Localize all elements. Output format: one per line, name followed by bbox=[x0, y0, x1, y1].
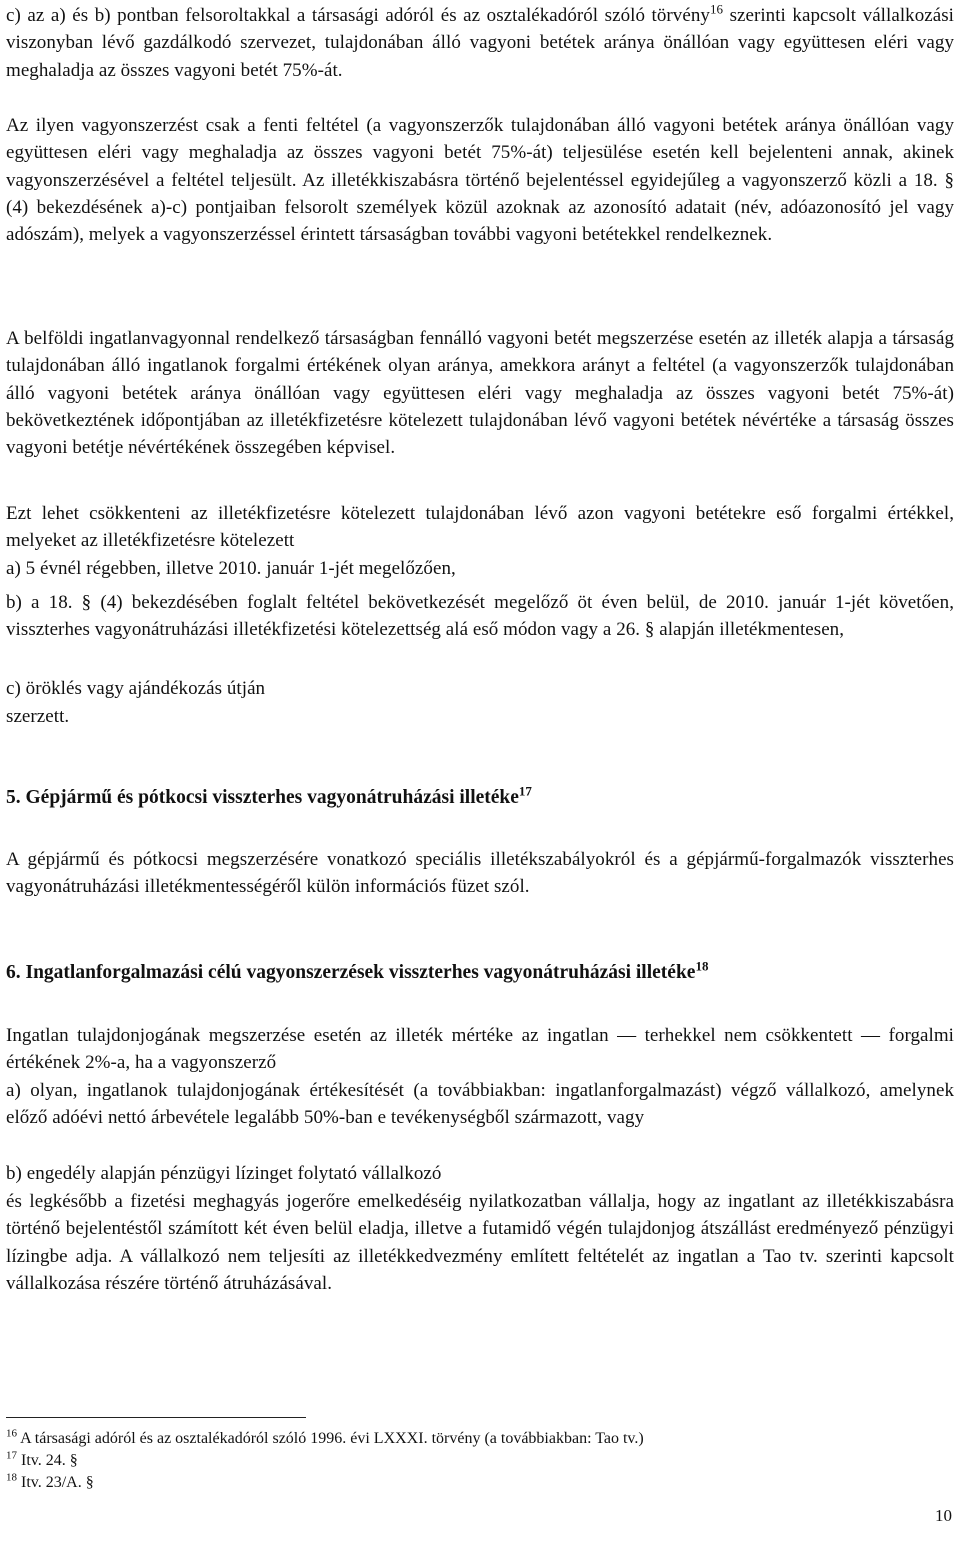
list-item-a: a) 5 évnél régebben, illetve 2010. január 1-jét megelőzően, bbox=[6, 558, 456, 579]
text-span: szerinti kapcsolt vállalkozási viszonyban lévő gazdálkodó szervezet, tulajdonában álló vagyoni betétek aránya önállóan vagy együttesen eléri vagy meghaladja az összes vagyoni betét 75%-át. bbox=[6, 5, 954, 81]
paragraph-tax-base: A belföldi ingatlanvagyonnal rendelkező társaságban fennálló vagyoni betét megszerzése esetén az illeték alapja a társaság tulajdonában álló ingatlanok forgalmi értékének olyan aránya, amekkora arányt a feltétel (a vagyonszerzők tulajdonában álló vagyoni betétek aránya önállóan vagy együttesen eléri vagy meghaladja az összes vagyoni betét 75%-át) bekövetkeztének időpontjában az illetékfizetésre kötelezett tulajdonában lévő vagyoni betétek névértéke a társaság összes vagyoni betétje névértékének összegében képvisel. bbox=[6, 328, 954, 459]
paragraph-reduction: Ezt lehet csökkenteni az illetékfizetésre kötelezett tulajdonában lévő azon vagyoni betétekre eső forgalmi értékkel, melyeket az illetékfizetésre kötelezett bbox=[6, 503, 954, 552]
section-6-item-b: b) engedély alapján pénzügyi lízinget folytató vállalkozó bbox=[6, 1163, 442, 1184]
paragraph-acquired: szerzett. bbox=[6, 706, 70, 727]
heading-text: 5. Gépjármű és pótkocsi visszterhes vagyonátruházási illetéke bbox=[6, 787, 519, 808]
list-item-b: b) a 18. § (4) bekezdésében foglalt feltétel bekövetkezését megelőző öt éven belül, de 2010. január 1-jét követően, visszterhes vagyonátruházási illetékfizetési kötelezettség alá eső módon vagy a 26. § alapján illetékmentesen, bbox=[6, 592, 954, 641]
footnote-17 bbox=[6, 1450, 946, 1472]
heading-text: 6. Ingatlanforgalmazási célú vagyonszerzések visszterhes vagyonátruházási illetéke bbox=[6, 962, 696, 983]
footnote-number: 16 bbox=[6, 1427, 17, 1440]
section-6-intro: Ingatlan tulajdonjogának megszerzése esetén az illeték mértéke az ingatlan — terhekkel nem csökkentett — forgalmi értékének 2%-a, ha a vagyonszerző bbox=[6, 1025, 954, 1074]
section-5-heading bbox=[6, 783, 954, 809]
footnote-number: 18 bbox=[6, 1471, 17, 1484]
footnote-text: A társasági adóról és az osztalékadóról szóló 1996. évi LXXXI. törvény (a továbbiakban: Tao tv.) bbox=[20, 1430, 644, 1447]
paragraph-notification: Az ilyen vagyonszerzést csak a fenti feltétel (a vagyonszerzők tulajdonában álló vagyoni betétek aránya önállóan vagy együttesen eléri vagy meghaladja az összes vagyoni betét 75%-át) teljesülése esetén kell bejelenteni annak, akinek vagyonszerzésével a feltétel teljesült. Az illetékkiszabásra történő bejelentéssel egyidejűleg a vagyonszerző közli a 18. § (4) bekezdésének a)-c) pontjaiban felsorolt személyek közül azoknak az azonosító adatait (név, adóazonosító jel vagy adószám), melyek a vagyonszerzéssel érintett társaságban további vagyoni betétekkel rendelkeznek. bbox=[6, 115, 954, 246]
footnote-ref-18: 18 bbox=[695, 958, 709, 974]
footnote-ref-17: 17 bbox=[518, 783, 532, 799]
footnote-16 bbox=[6, 1428, 946, 1450]
paragraph-c-point bbox=[6, 2, 954, 84]
footnote-separator bbox=[6, 1417, 306, 1418]
footnote-ref-16: 16 bbox=[709, 1, 724, 17]
section-6-item-a: a) olyan, ingatlanok tulajdonjogának értékesítését (a továbbiakban: ingatlanforgalmazást) végző vállalkozó, amelynek előző adóévi nettó árbevétele legalább 50%-ban e tevékenységből származott, vagy bbox=[6, 1080, 954, 1129]
footnote-number: 17 bbox=[6, 1449, 17, 1462]
section-6-conditions: és legkésőbb a fizetési meghagyás jogerőre emelkedéséig nyilatkozatban vállalja, hogy az ingatlant az illetékkiszabásra történő bejelentéstől számított két éven belül eladja, illetve a futamidő végén tulajdonjog átszállást eredményező pénzügyi lízingbe adja. A vállalkozó nem teljesíti az illetékkedvezmény említett feltételét az ingatlan a Tao tv. szerinti kapcsolt vállalkozása részére történő átruházásával. bbox=[6, 1191, 954, 1294]
footnote-text: Itv. 24. § bbox=[21, 1452, 78, 1469]
footnotes bbox=[6, 1428, 946, 1494]
footnote-text: Itv. 23/A. § bbox=[21, 1474, 94, 1491]
section-6-heading bbox=[6, 958, 954, 984]
section-5-body: A gépjármű és pótkocsi megszerzésére vonatkozó speciális illetékszabályokról és a gépjármű-forgalmazók visszterhes vagyonátruházási illetékmentességéről külön információs füzet szól. bbox=[6, 849, 954, 898]
text-span: c) az a) és b) pontban felsoroltakkal a társasági adóról és az osztalékadóról szóló törvény bbox=[6, 5, 710, 26]
page-number: 10 bbox=[935, 1506, 952, 1525]
list-item-c: c) öröklés vagy ajándékozás útján bbox=[6, 678, 266, 699]
footnote-18 bbox=[6, 1472, 946, 1494]
